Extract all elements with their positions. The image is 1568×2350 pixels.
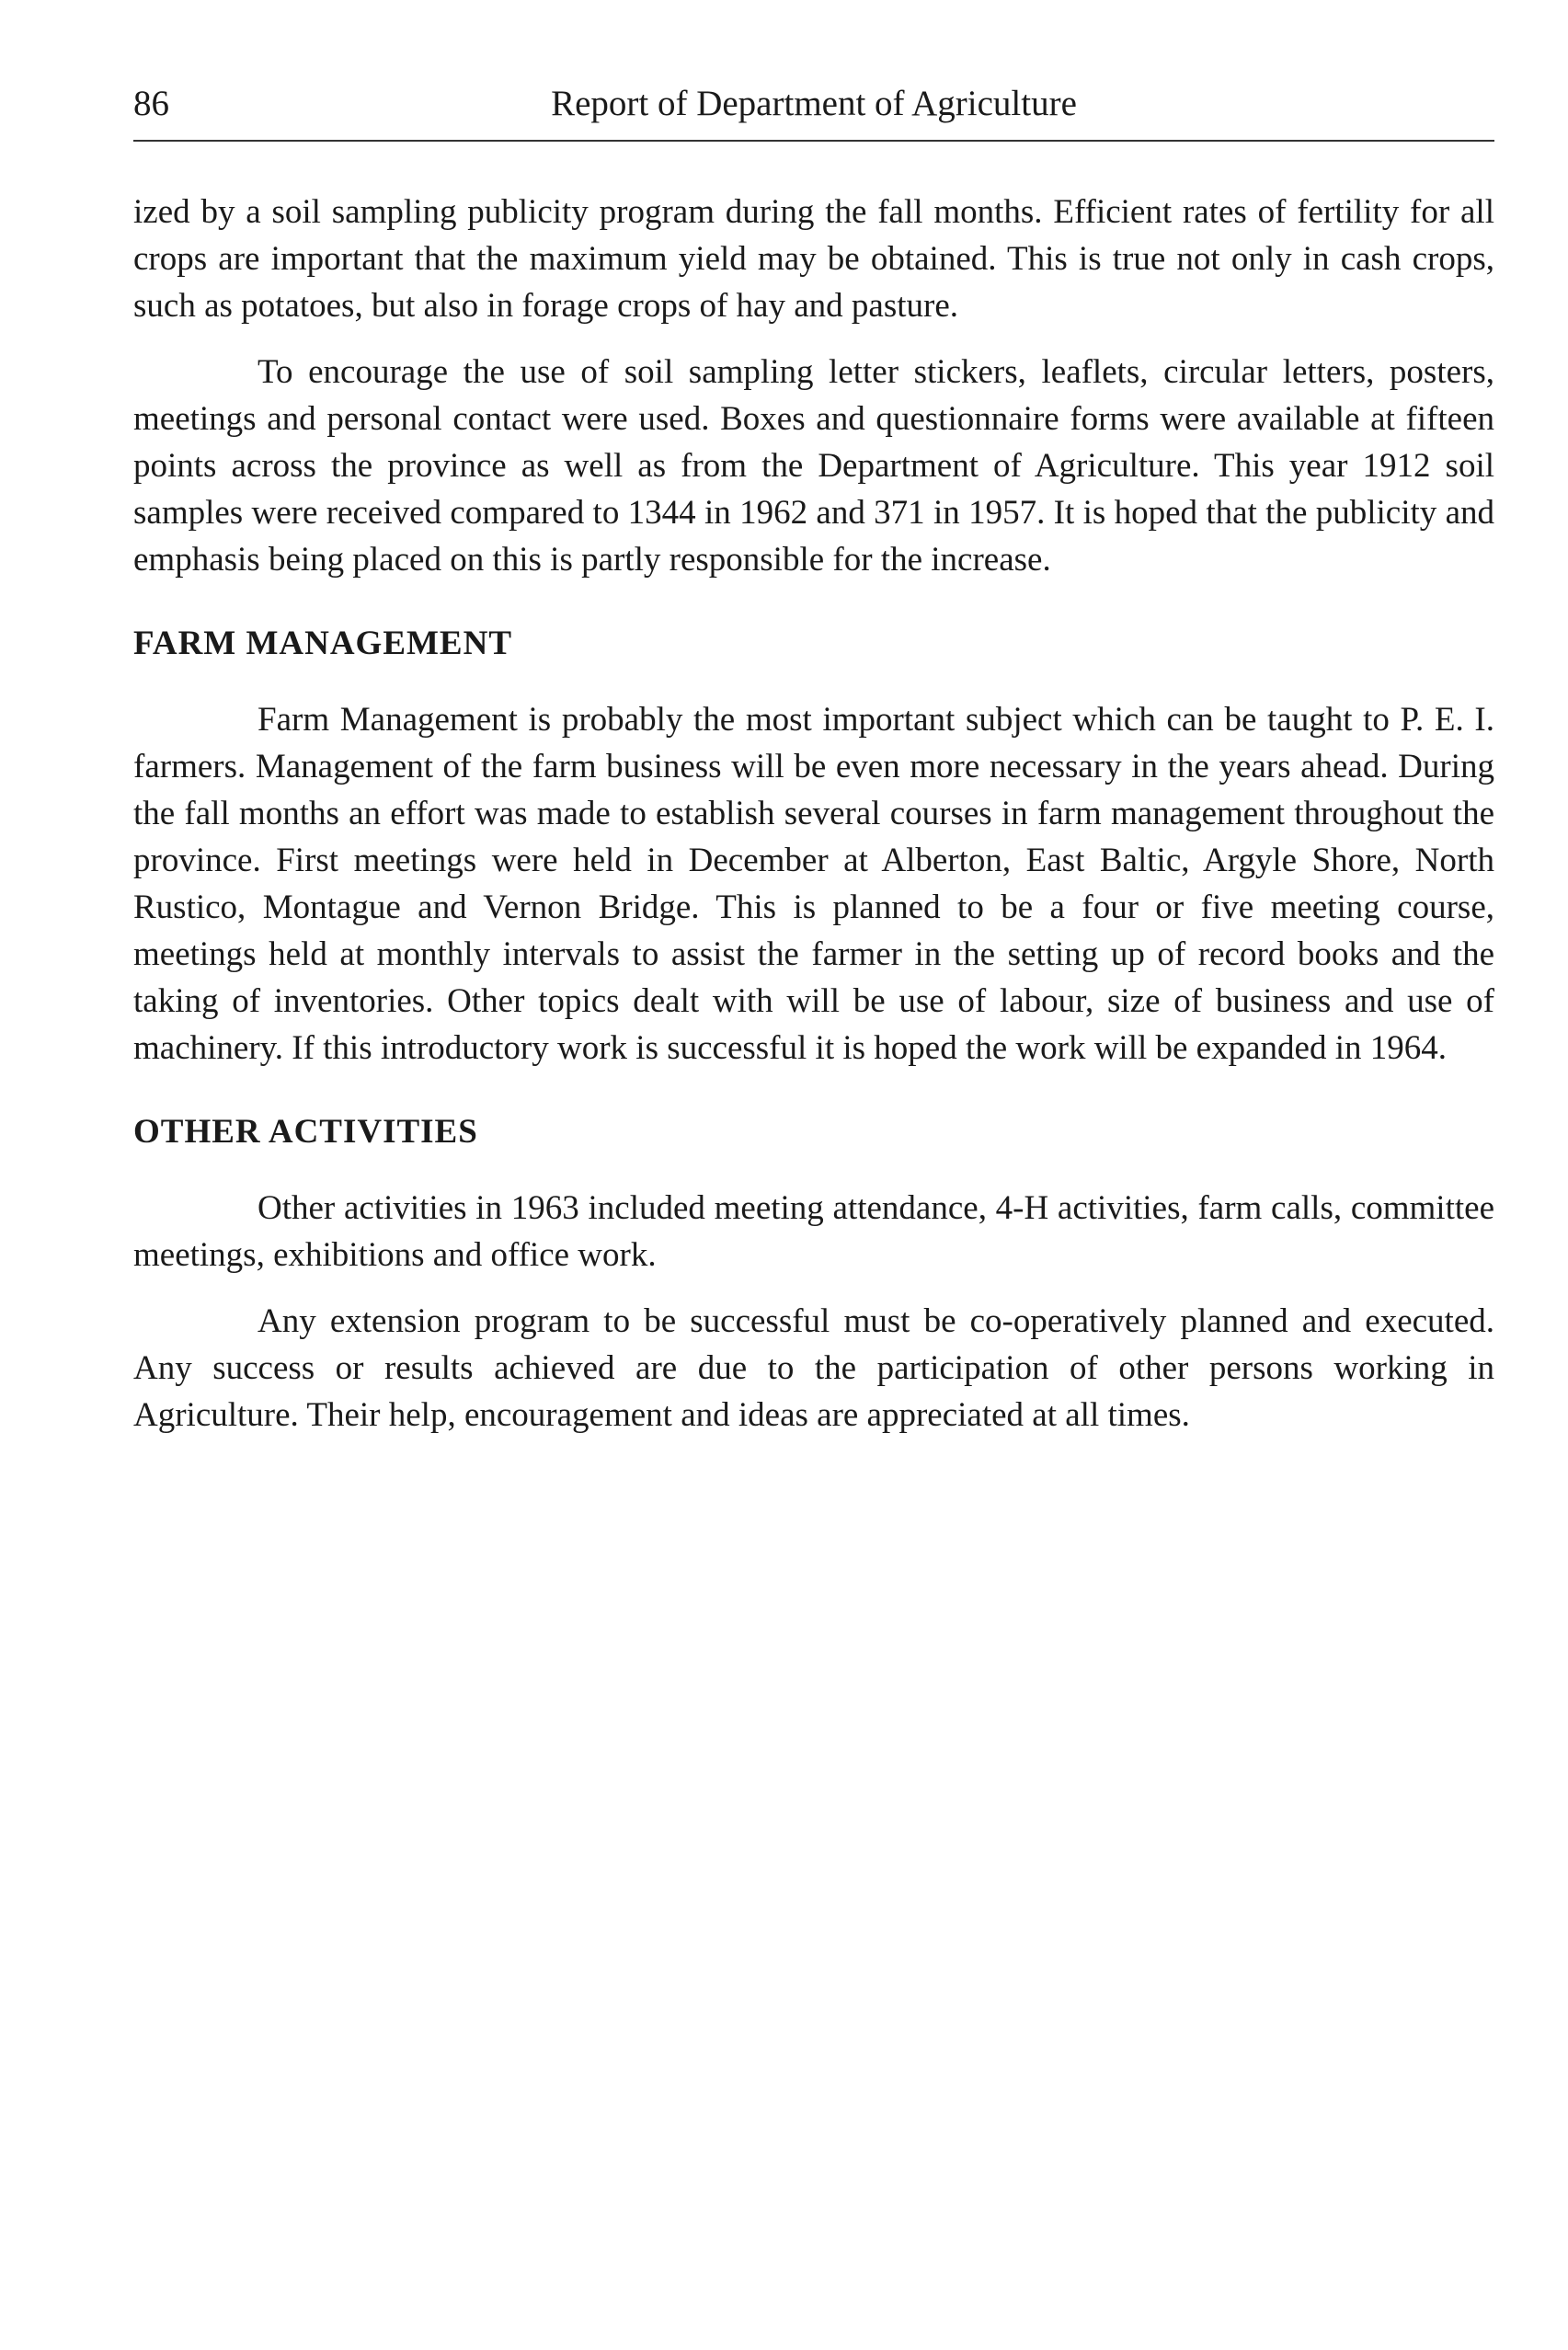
- header-rule: [133, 140, 1494, 142]
- paragraph-extension-program: Any extension program to be successful must be co-operatively planned and executed. Any success or results achieved are due to the participation of other persons working in Agriculture. Their help, encouragement and ideas are appreciated at all times.: [133, 1302, 1494, 1434]
- heading-other-activities: OTHER ACTIVITIES: [133, 1113, 478, 1151]
- paragraph-farm-management: Farm Management is probably the most important subject which can be taught to P. E. I. farmers. Management of the farm business will be even more necessary in the years ahead. During the fall months an effort was made to establish several courses in farm management throughout the province. First meetings were held in December at Alberton, East Baltic, Argyle Shore, North Rustico, Montague and Vernon Bridge. This is planned to be a four or five meeting course, meetings held at monthly intervals to assist the farmer in the setting up of record books and the taking of inventories. Other topics dealt with will be use of labour, size of business and use of machinery. If this introductory work is successful it is hoped the work will be expanded in 1964.: [133, 701, 1494, 1067]
- paragraph-soil-sampling-publicity: To encourage the use of soil sampling letter stickers, leaflets, circular letters, posters, meetings and personal contact were used. Boxes and questionnaire forms were available at fifteen points across the province as well as from the Department of Agriculture. This year 1912 soil samples were received compared to 1344 in 1962 and 371 in 1957. It is hoped that the publicity and emphasis being placed on this is partly responsible for the increase.: [133, 353, 1494, 579]
- page-number: 86: [133, 84, 169, 123]
- running-header: [133, 81, 1494, 127]
- heading-farm-management: FARM MANAGEMENT: [133, 625, 513, 662]
- document-page: [133, 0, 1494, 2350]
- paragraph-soil-sampling-continued: ized by a soil sampling publicity program during the fall months. Efficient rates of fertility for all crops are important that the maximum yield may be obtained. This is true not only in cash crops, such as potatoes, but also in forage crops of hay and pasture.: [133, 193, 1494, 325]
- paragraph-other-activities: Other activities in 1963 included meeting attendance, 4-H activities, farm calls, committee meetings, exhibitions and office work.: [133, 1189, 1494, 1274]
- body-text: [133, 189, 1494, 1439]
- running-title: Report of Department of Agriculture: [551, 84, 1077, 123]
